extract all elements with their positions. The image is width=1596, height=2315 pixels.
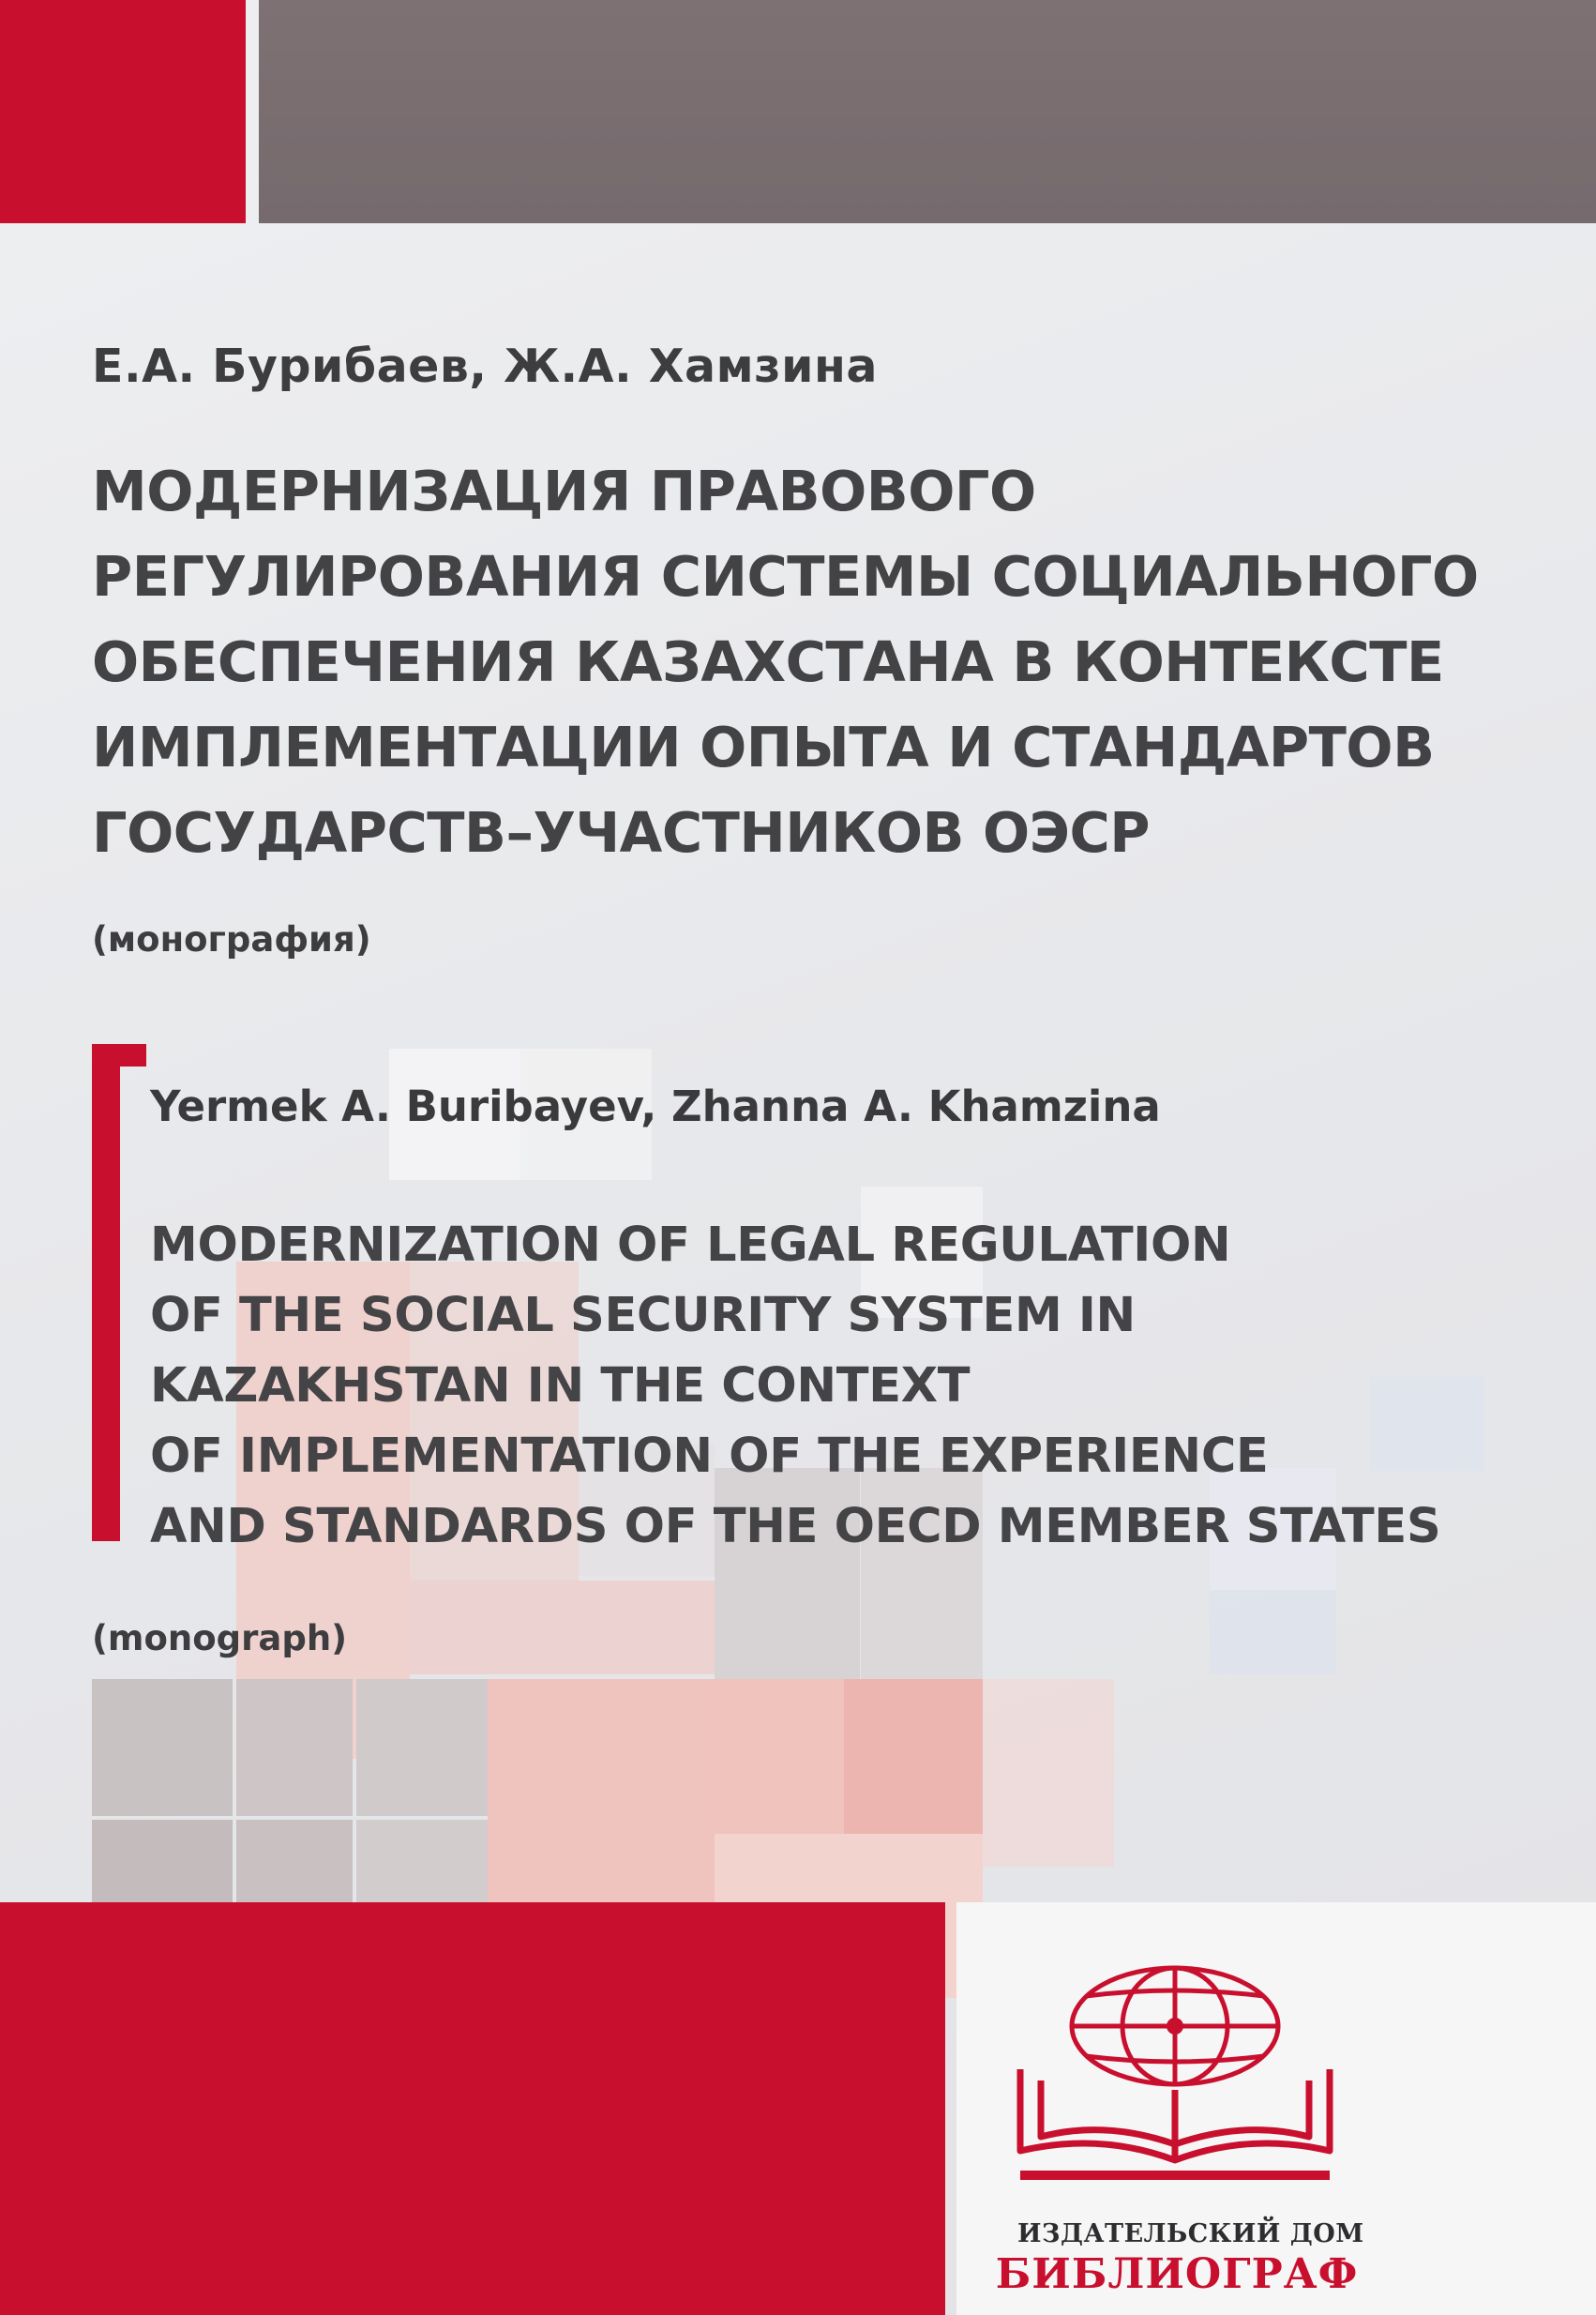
red-bracket-vertical (92, 1044, 120, 1541)
publisher-logo (1001, 1959, 1348, 2202)
ru-title-line: МОДЕРНИЗАЦИЯ ПРАВОВОГО (92, 459, 1036, 523)
globe-center-dot (1167, 2018, 1183, 2035)
en-title (150, 1210, 1440, 1562)
en-title-line: AND STANDARDS OF THE OECD MEMBER STATES (150, 1499, 1441, 1554)
en-title-line: OF IMPLEMENTATION OF THE EXPERIENCE (150, 1429, 1269, 1484)
en-title-line: MODERNIZATION OF LEGAL REGULATION (150, 1218, 1231, 1273)
ru-publication-type: (монография) (92, 919, 371, 960)
mosaic-gray (92, 1679, 233, 1816)
ru-title-line: ИМПЛЕМЕНТАЦИИ ОПЫТА И СТАНДАРТОВ (92, 715, 1435, 779)
ru-title (92, 448, 1479, 875)
book-base (1020, 2171, 1330, 2180)
footer-red-block (0, 1902, 945, 2315)
ru-authors: Е.А. Бурибаев, Ж.А. Хамзина (92, 340, 878, 393)
mosaic-gray (356, 1679, 488, 1816)
header-gray-band (259, 0, 1596, 223)
en-title-line: OF THE SOCIAL SECURITY SYSTEM IN (150, 1288, 1136, 1343)
mosaic-pink (983, 1679, 1114, 1867)
en-title-line: KAZAKHSTAN IN THE CONTEXT (150, 1358, 971, 1414)
mosaic-gray (236, 1679, 353, 1816)
red-bracket-top (92, 1044, 146, 1067)
en-authors: Yermek A. Buribayev, Zhanna A. Khamzina (150, 1082, 1161, 1131)
mosaic-pink (410, 1581, 715, 1674)
publisher-name: БИБЛИОГРАФ (995, 2250, 1359, 2298)
ru-title-line: ОБЕСПЕЧЕНИЯ КАЗАХСТАНА В КОНТЕКСТЕ (92, 629, 1444, 694)
bg-square (1210, 1590, 1336, 1674)
publisher-line1: ИЗДАТЕЛЬСКИЙ ДОМ (1017, 2219, 1364, 2248)
en-publication-type: (monograph) (92, 1618, 348, 1658)
mosaic-pink (844, 1679, 983, 1834)
ru-title-line: ГОСУДАРСТВ–УЧАСТНИКОВ ОЭСР (92, 800, 1151, 865)
header-red-block (0, 0, 246, 223)
ru-title-line: РЕГУЛИРОВАНИЯ СИСТЕМЫ СОЦИАЛЬНОГО (92, 544, 1479, 609)
